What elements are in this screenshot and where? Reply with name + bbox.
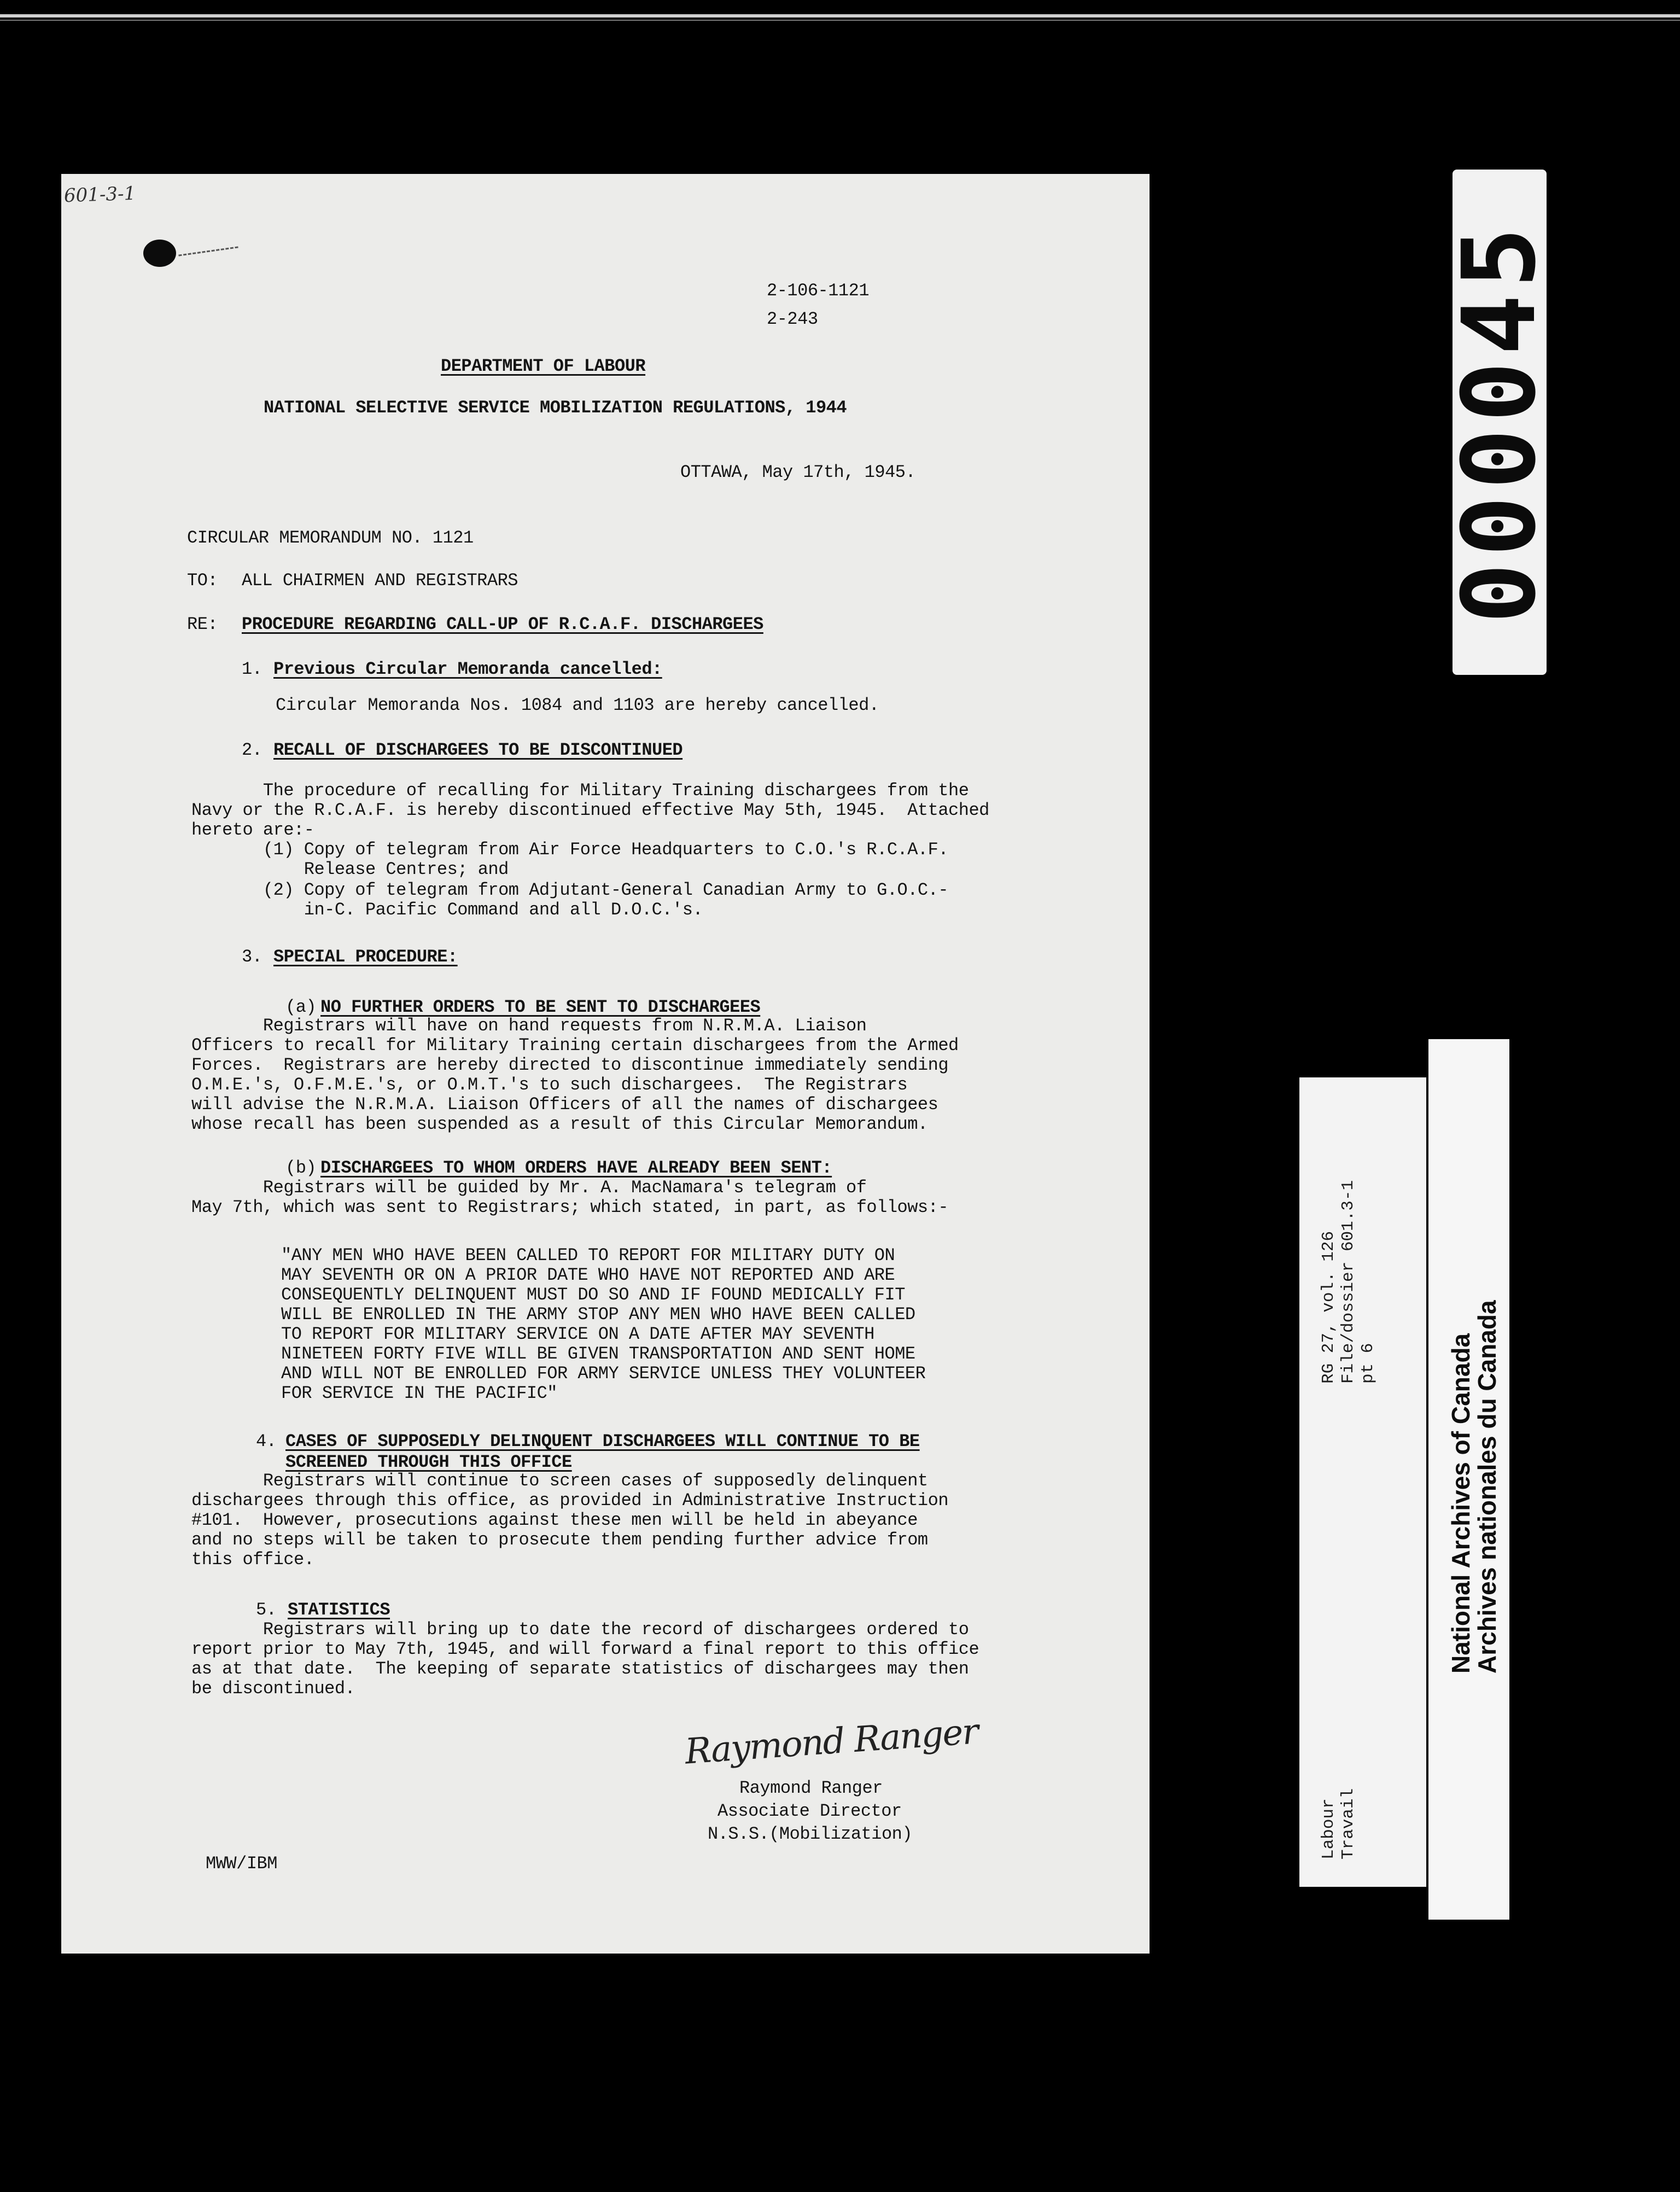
body-line: The procedure of recalling for Military Training dischargees from the [191,780,969,801]
body-line: (2) Copy of telegram from Adjutant-General Canadian Army to G.O.C.- [191,880,949,900]
body-line: Registrars will be guided by Mr. A. MacNamara's telegram of [191,1177,867,1198]
memo-page [61,174,1150,1954]
institution-name-en: National Archives of Canada [1446,1333,1475,1674]
date-line: OTTAWA, May 17th, 1945. [680,462,916,482]
institution-label [1428,1039,1509,1920]
subsection-title: NO FURTHER ORDERS TO BE SENT TO DISCHARGEES [320,997,761,1017]
body-line: Officers to recall for Military Training certain dischargees from the Armed [191,1035,959,1056]
subsection-number: (b) [285,1158,317,1178]
body-line: Navy or the R.C.A.F. is hereby discontinued effective May 5th, 1945. Attached [191,800,989,820]
frame-number-strip [1441,170,1558,675]
frame-number: 000045 [1441,220,1558,624]
body-line: O.M.E.'s, O.F.M.E.'s, or O.M.T.'s to such dischargees. The Registrars [191,1075,908,1095]
body-line: dischargees through this office, as provided in Administrative Instruction [191,1490,949,1511]
body-line: Registrars will bring up to date the record of dischargees ordered to [191,1619,969,1640]
quote-line: "ANY MEN WHO HAVE BEEN CALLED TO REPORT FOR MILITARY DUTY ON [281,1245,895,1266]
quote-line: WILL BE ENROLLED IN THE ARMY STOP ANY MEN WHO HAVE BEEN CALLED [281,1304,915,1325]
section-number: 1. [242,659,262,679]
body-line: Registrars will continue to screen cases of supposedly delinquent [191,1471,928,1491]
body-line: will advise the N.R.M.A. Liaison Officers of all the names of dischargees [191,1094,938,1115]
body-line: be discontinued. [191,1678,355,1699]
quote-line: NINETEEN FORTY FIVE WILL BE GIVEN TRANSPORTATION AND SENT HOME [281,1344,915,1364]
reference-number: 2-106-1121 [767,281,870,301]
quote-line: TO REPORT FOR MILITARY SERVICE ON A DATE AFTER MAY SEVENTH [281,1324,874,1344]
label-dept-en: Labour [1319,1798,1338,1859]
to-label: TO: [187,570,218,591]
body-line: Forces. Registrars are hereby directed to discontinue immediately sending [191,1055,949,1075]
regulations-heading: NATIONAL SELECTIVE SERVICE MOBILIZATION REGULATIONS, 1944 [264,398,847,418]
body-line: hereto are:- [191,820,314,840]
body-line: this office. [191,1549,314,1570]
re-subject: PROCEDURE REGARDING CALL-UP OF R.C.A.F. DISCHARGEES [242,614,763,634]
section-number: 4. [256,1431,277,1451]
body-line: in-C. Pacific Command and all D.O.C.'s. [191,900,703,920]
film-edge-line [0,20,1680,21]
quote-line: CONSEQUENTLY DELINQUENT MUST DO SO AND IF FOUND MEDICALLY FIT [281,1285,905,1305]
to-value: ALL CHAIRMEN AND REGISTRARS [242,570,518,591]
body-line: (1) Copy of telegram from Air Force Headquarters to C.O.'s R.C.A.F. [191,840,949,860]
archive-label [1299,1077,1426,1887]
label-part: pt 6 [1358,1343,1378,1384]
body-line: whose recall has been suspended as a result of this Circular Memorandum. [191,1114,928,1134]
quote-line: AND WILL NOT BE ENROLLED FOR ARMY SERVICE UNLESS THEY VOLUNTEER [281,1363,926,1384]
institution-name-fr: Archives nationales du Canada [1473,1300,1501,1674]
pen-mark [178,246,238,256]
section-title: SCREENED THROUGH THIS OFFICE [285,1452,572,1472]
section-title: Previous Circular Memoranda cancelled: [273,659,662,679]
label-reference: RG 27, vol. 126 [1319,1231,1338,1384]
subsection-title: DISCHARGEES TO WHOM ORDERS HAVE ALREADY BEEN SENT: [320,1158,832,1178]
quote-line: FOR SERVICE IN THE PACIFIC" [281,1383,557,1403]
signer-title: Associate Director [718,1801,902,1821]
body-line: report prior to May 7th, 1945, and will forward a final report to this office [191,1639,979,1659]
film-edge [0,14,1680,18]
section-body: Circular Memoranda Nos. 1084 and 1103 are hereby cancelled. [276,695,879,715]
section-title: CASES OF SUPPOSEDLY DELINQUENT DISCHARGEES WILL CONTINUE TO BE [285,1431,920,1451]
section-title: SPECIAL PROCEDURE: [273,947,458,967]
body-line: May 7th, which was sent to Registrars; which stated, in part, as follows:- [191,1197,949,1217]
section-number: 3. [242,947,262,967]
section-number: 5. [256,1600,277,1620]
punch-hole [143,240,176,267]
label-file: File/dossier 601.3-1 [1339,1180,1358,1384]
typist-initials: MWW/IBM [206,1853,277,1874]
signer-name: Raymond Ranger [739,1778,883,1798]
handwritten-file-note: 601-3-1 [63,182,136,207]
department-heading: DEPARTMENT OF LABOUR [441,356,646,376]
label-dept-fr: Travail [1339,1788,1358,1859]
body-line: and no steps will be taken to prosecute them pending further advice from [191,1530,928,1550]
section-title: STATISTICS [288,1600,390,1620]
re-label: RE: [187,614,218,634]
body-line: as at that date. The keeping of separate statistics of dischargees may then [191,1659,969,1679]
section-number: 2. [242,740,262,760]
signer-office: N.S.S.(Mobilization) [708,1824,913,1844]
handwritten-signature: Raymond Ranger [684,1711,979,1773]
subsection-number: (a) [285,997,317,1017]
body-line: Registrars will have on hand requests from N.R.M.A. Liaison [191,1016,867,1036]
quote-line: MAY SEVENTH OR ON A PRIOR DATE WHO HAVE NOT REPORTED AND ARE [281,1265,895,1285]
body-line: #101. However, prosecutions against these men will be held in abeyance [191,1510,918,1530]
memo-number: CIRCULAR MEMORANDUM NO. 1121 [187,528,474,548]
reference-number: 2-243 [767,309,818,329]
section-title: RECALL OF DISCHARGEES TO BE DISCONTINUED [273,740,683,760]
body-line: Release Centres; and [191,859,509,879]
